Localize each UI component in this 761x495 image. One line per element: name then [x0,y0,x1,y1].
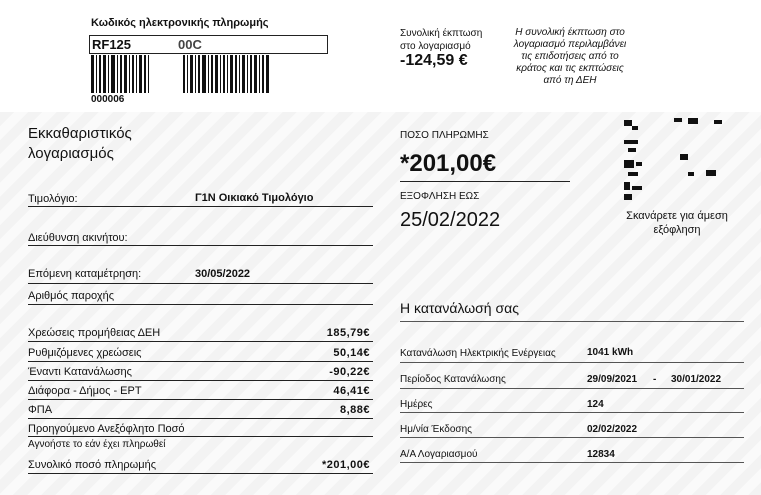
divider [28,473,373,474]
days-value: 124 [587,399,604,410]
barcode [91,55,269,93]
total-label: Συνολικό ποσό πληρωμής [28,459,157,471]
divider [28,361,373,362]
supply-number-label: Αριθμός παροχής [28,290,115,302]
charge-value: 8,88€ [339,404,370,416]
payment-code-value: RF125 [92,37,132,52]
qr-code-icon[interactable] [624,118,724,202]
account-label: Α/Α Λογαριασμού [400,449,478,460]
charge-value: 185,79€ [326,327,370,339]
charge-label: Διάφορα - Δήμος - ΕΡΤ [28,385,142,397]
account-value: 12834 [587,449,615,460]
payment-code-suffix: 00C [178,37,202,52]
total-value: *201,00€ [321,459,370,471]
charge-value: -90,22€ [329,366,370,378]
period-separator: - [653,374,657,385]
period-label: Περίοδος Κατανάλωσης [400,374,506,385]
discount-amount: -124,59 € [400,52,468,69]
divider [28,436,373,437]
divider [28,245,373,246]
payment-code-label: Κωδικός ηλεκτρονικής πληρωμής [91,17,269,29]
discount-label: Συνολική έκπτωση στο λογαριασμό [400,28,483,52]
divider [28,304,373,305]
invoice-label: Τιμολόγιο: [28,193,78,205]
discount-note: Η συνολική έκπτωση στο λογαριασμό περιλαμβάνει τις επιδοτήσεις από το κράτος και τις εκπτώσεις από τη ΔΕΗ [513,27,627,86]
address-label: Διεύθυνση ακινήτου: [28,232,128,244]
divider [400,412,744,413]
previous-balance-label: Προηγούμενο Ανεξόφλητο Ποσό [28,423,185,435]
charge-label: Ρυθμιζόμενες χρεώσεις [28,347,142,359]
payment-code-box [89,35,328,54]
charge-label: Έναντι Κατανάλωσης [28,366,132,378]
divider [28,399,373,400]
divider [400,321,744,322]
next-reading-label: Επόμενη καταμέτρηση: [28,268,142,280]
previous-balance-note: Αγνοήστε το εάν έχει πληρωθεί [28,439,166,450]
charge-label: ΦΠΑ [28,404,53,416]
energy-label: Κατανάλωση Ηλεκτρικής Ενέργειας [400,348,556,359]
divider [28,283,373,284]
due-date: 25/02/2022 [400,209,501,231]
energy-value: 1041 kWh [587,347,634,358]
charge-value: 46,41€ [333,385,370,397]
page-title: Εκκαθαριστικός λογαριασμός [28,125,132,162]
period-to: 30/01/2022 [671,374,722,385]
next-reading-value: 30/05/2022 [195,268,251,280]
qr-caption: Σκανάρετε για άμεση εξόφληση [626,210,728,236]
charge-label: Χρεώσεις προμήθειας ΔΕΗ [28,327,161,339]
consumption-title: Η κατανάλωσή σας [400,300,519,316]
divider [400,437,744,438]
days-label: Ημέρες [400,399,433,410]
invoice-value: Γ1Ν Οικιακό Τιμολόγιο [195,192,314,204]
due-date-label: ΕΞΟΦΛΗΣΗ ΕΩΣ [400,191,480,202]
divider [28,341,373,342]
divider [400,462,744,463]
divider [28,206,373,207]
divider [28,418,373,419]
divider [400,362,744,363]
payment-amount: *201,00€ [400,150,497,177]
divider [28,380,373,381]
issue-date-value: 02/02/2022 [587,424,638,435]
divider [400,388,744,389]
payment-amount-label: ΠΟΣΟ ΠΛΗΡΩΜΗΣ [400,130,489,141]
period-from: 29/09/2021 [587,374,638,385]
issue-date-label: Ημ/νία Έκδοσης [400,424,472,435]
barcode-number: 000006 [91,94,125,105]
charge-value: 50,14€ [333,347,370,359]
divider [400,181,570,182]
